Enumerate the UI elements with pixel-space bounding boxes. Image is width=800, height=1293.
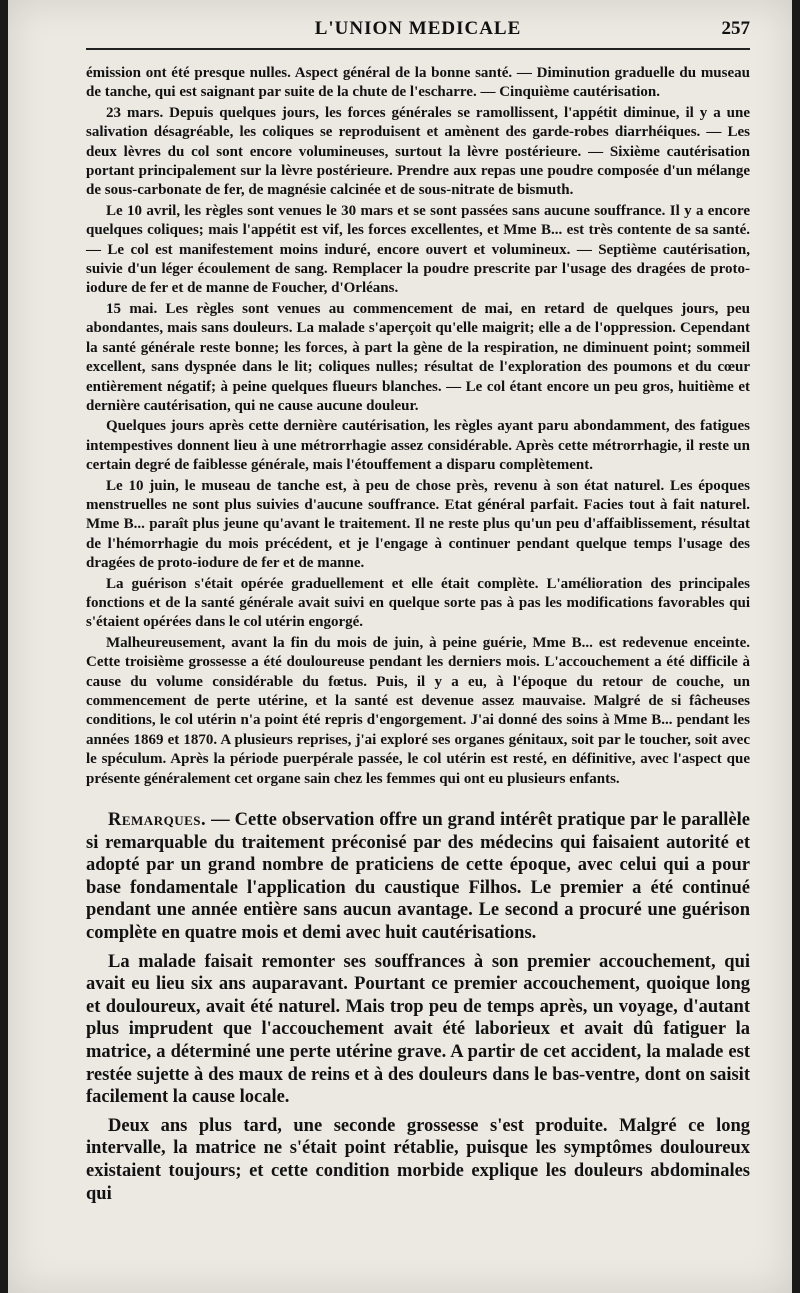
remarques-paragraph: La malade faisait remonter ses souffrances à son premier accouchement, qui avait eu lieu six ans auparavant. Pourtant ce premier accouchement, quoique long et douloureux, avait été naturel. Mais trop peu de temps après, un voyage, d'autant plus imprudent que l'accouchement avait été laborieux et avait dû fatiguer la matrice, a déterminé une perte utérine grave. A partir de cet accident, la malade est restée sujette à des maux de reins et à des douleurs dans le bas-ventre, dont on saisit facilement la cause locale.	[86, 951, 750, 1108]
observation-paragraph: 23 mars. Depuis quelques jours, les forces générales se ramollissent, l'appétit diminue, il y a une salivation désagréable, les coliques se reproduisent et amènent des garde-robes diarrhéiques. — Les deux lèvres du col sont encore volumineuses, surtout la lèvre postérieure. — Sixième cautérisation portant principalement sur la lèvre postérieure. Prendre aux repas une poudre composée d'un mélange de sous-carbonate de fer, de magnésie calcinée et de sous-nitrate de bismuth.	[86, 104, 750, 199]
remarques-paragraph: Deux ans plus tard, une seconde grossesse s'est produite. Malgré ce long intervalle, la matrice ne s'était point rétablie, puisque les symptômes douloureux existaient toujours; et cette condition morbide explique les douleurs abdominales qui	[86, 1115, 750, 1204]
journal-title: L'UNION MEDICALE	[314, 18, 522, 39]
remarques-section	[86, 809, 750, 1205]
observation-paragraph: Le 10 avril, les règles sont venues le 30 mars et se sont passées sans aucune souffrance. Il y a encore quelques coliques; mais l'appétit est vif, les forces excellentes, et Mme B... est très contente de sa santé. — Le col est manifestement moins induré, encore ouvert et volumineux. — Septième cautérisation, suivie d'un léger écoulement de sang. Remplacer la poudre prescrite par l'usage des dragées de proto-iodure de fer et de manne de Foucher, d'Orléans.	[86, 202, 750, 297]
remarques-heading: Remarques.	[108, 810, 207, 831]
observation-paragraph: 15 mai. Les règles sont venues au commencement de mai, en retard de quelques jours, peu abondantes, mais sans douleurs. La malade s'aperçoit qu'elle maigrit; elle a de l'oppression. Cependant la santé générale reste bonne; les forces, à part la gène de la respiration, ne diminuent point; sommeil excellent, sans dyspnée dans le lit; coliques nulles; résultat de l'exploration des poumons et du cœur entièrement négatif; à peine quelques flueurs blanches. — Le col étant encore un peu gros, huitième et dernière cautérisation, qui ne cause aucune douleur.	[86, 300, 750, 414]
page-number: 257	[721, 18, 750, 39]
running-header	[86, 18, 750, 50]
remarques-first-text: — Cette observation offre un grand intérêt pratique par le parallèle si remarquable du traitement préconisé par des médecins qui faisaient autorité et adopté par un grand nombre de praticiens de cette époque, avec celui qui a pour base fondamentale l'application du caustique Filhos. Le premier a été continué pendant une année entière sans aucun avantage. Le second a procuré une guérison complète en quatre mois et demi avec huit cautérisations.	[86, 810, 750, 943]
page-body	[86, 64, 750, 1211]
document-page	[8, 0, 792, 1293]
remarques-paragraph	[86, 809, 750, 945]
observation-paragraph: émission ont été presque nulles. Aspect général de la bonne santé. — Diminution graduelle du museau de tanche, qui est saignant par suite de la chute de l'escharre. — Cinquième cautérisation.	[86, 65, 750, 101]
observation-paragraph: Malheureusement, avant la fin du mois de juin, à peine guérie, Mme B... est redevenue enceinte. Cette troisième grossesse a été douloureuse pendant les derniers mois. L'accouchement a été difficile à cause du volume considérable du fœtus. Puis, il y a eu, à l'époque du retour de couche, un commencement de perte utérine, et la santé est devenue assez mauvaise. Malgré de si fâcheuses conditions, le col utérin n'a point été repris d'engorgement. J'ai donné des soins à Mme B... pendant les années 1869 et 1870. A plusieurs reprises, j'ai exploré ses organes génitaux, soit par le toucher, soit avec le spéculum. Après la période puerpérale passée, le col utérin est resté, en définitive, avec l'aspect que présente généralement cet organe sain chez les femmes qui ont eu plusieurs enfants.	[86, 634, 750, 787]
observation-paragraph: Quelques jours après cette dernière cautérisation, les règles ayant paru abondamment, des fatigues intempestives donnent lieu à une métrorrhagie assez considérable. Après cette métrorrhagie, il reste un certain degré de faiblesse générale, mais l'étouffement a disparu complètement.	[86, 418, 750, 474]
observation-section	[86, 64, 750, 789]
observation-paragraph: Le 10 juin, le museau de tanche est, à peu de chose près, revenu à son état naturel. Les époques menstruelles ne sont plus suivies d'aucune souffrance. Etat général parfait. Facies tout à fait naturel. Mme B... paraît plus jeune qu'avant le traitement. Il ne reste plus qu'un peu d'affaiblissement, résultat de l'hémorrhagie du mois précédent, et je l'engage à continuer pendant quelque temps l'usage des dragées de proto-iodure de fer et de manne.	[86, 477, 750, 572]
observation-paragraph: La guérison s'était opérée graduellement et elle était complète. L'amélioration des principales fonctions et de la santé générale avait suivi en quelque sorte pas à pas les modifications favorables qui s'étaient opérées dans le col utérin engorgé.	[86, 575, 750, 631]
